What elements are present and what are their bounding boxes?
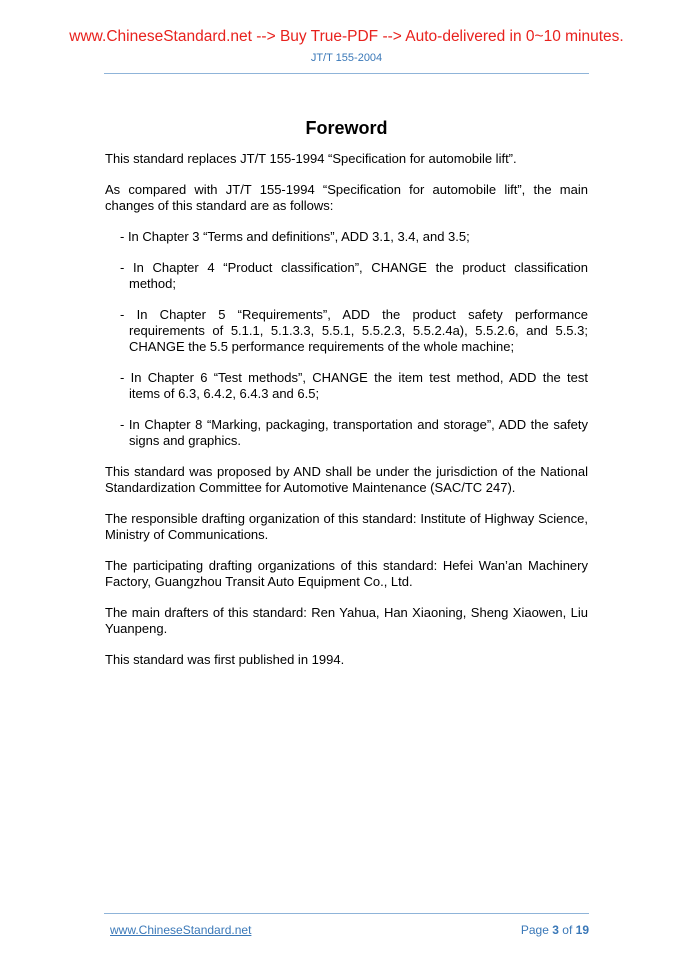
paragraph-first-published: This standard was first published in 1994. [105, 652, 345, 667]
paragraph-responsible-org: The responsible drafting organization of this standard: Institute of Highway Science, Ministry of Communications. [105, 511, 588, 542]
page-number [521, 923, 589, 937]
paragraph-changes-intro: As compared with JT/T 155-1994 “Specification for automobile lift”, the main changes of this standard are as follows: [105, 182, 588, 213]
change-item-chapter-6: - In Chapter 6 “Test methods”, CHANGE the item test method, ADD the test items of 6.3, 6.4.2, 6.4.3 and 6.5; [120, 370, 588, 401]
page-of: of [562, 923, 573, 937]
paragraph-replaces: This standard replaces JT/T 155-1994 “Specification for automobile lift”. [105, 151, 517, 166]
banner-text[interactable]: www.ChineseStandard.net --> Buy True-PDF --> Auto-delivered in 0~10 minutes. [69, 28, 624, 45]
page-current: 3 [552, 923, 559, 937]
footer-website-link[interactable]: www.ChineseStandard.net [110, 923, 252, 937]
header-divider [104, 73, 589, 74]
paragraph-drafters: The main drafters of this standard: Ren Yahua, Han Xiaoning, Sheng Xiaowen, Liu Yuanpeng. [105, 605, 588, 636]
change-item-chapter-3: - In Chapter 3 “Terms and definitions”, ADD 3.1, 3.4, and 3.5; [120, 229, 470, 244]
change-item-chapter-5: - In Chapter 5 “Requirements”, ADD the product safety performance requirements of 5.1.1, 5.1.3.3, 5.5.1, 5.5.2.3, 5.5.2.4a), 5.5.2.6, and 5.5.3; CHANGE the 5.5 performance requirements of the whole machine; [120, 307, 588, 354]
doc-code: JT/T 155-2004 [310, 52, 383, 64]
page-prefix: Page [520, 923, 549, 937]
page-total: 19 [575, 923, 589, 937]
footer-divider [104, 913, 589, 914]
paragraph-participating-orgs: The participating drafting organizations of this standard: Hefei Wan’an Machinery Factory, Guangzhou Transit Auto Equipment Co., Ltd. [105, 558, 588, 589]
document-body [105, 151, 588, 683]
paragraph-proposed-by: This standard was proposed by AND shall be under the jurisdiction of the National Standardization Committee for Automotive Maintenance (SAC/TC 247). [105, 464, 588, 495]
change-item-chapter-4: - In Chapter 4 “Product classification”, CHANGE the product classification method; [120, 260, 588, 291]
change-item-chapter-8: - In Chapter 8 “Marking, packaging, transportation and storage”, ADD the safety signs and graphics. [120, 417, 588, 448]
page-title: Foreword [305, 118, 388, 138]
